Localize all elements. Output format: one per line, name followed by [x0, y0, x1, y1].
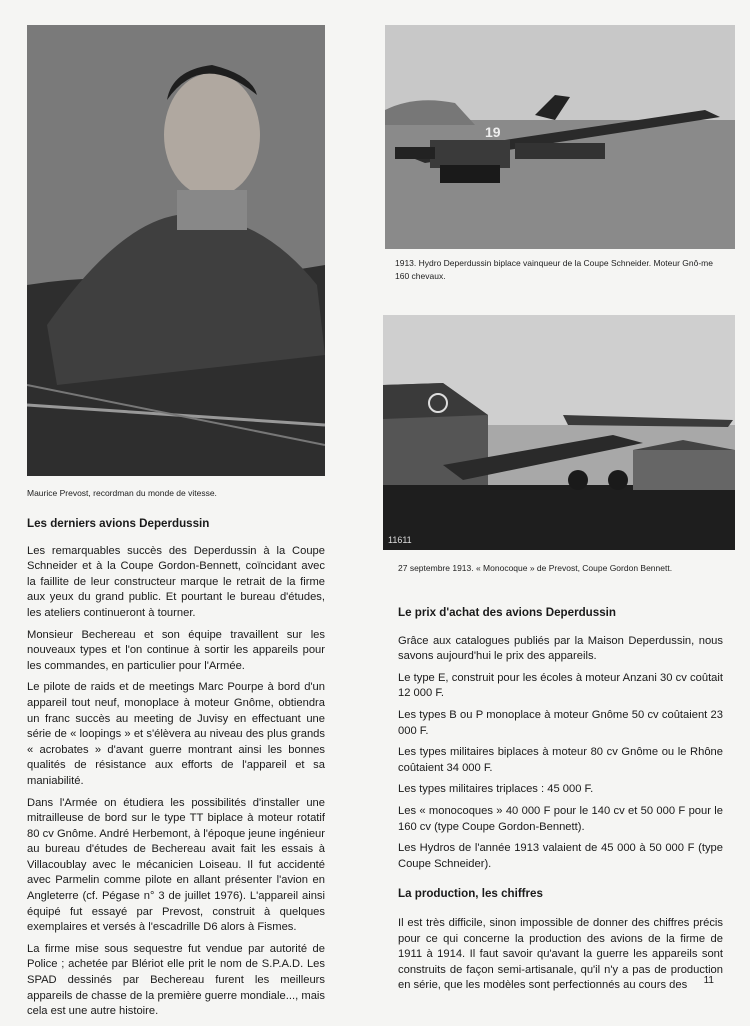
price-paragraph: Les types militaires triplaces : 45 000 F. — [398, 783, 594, 796]
plane-number: 19 — [485, 124, 501, 140]
left-paragraph: Dans l'Armée on étudiera les possibilités d'installer une mitrailleuse de bord sur le type TT biplace à moteur rotatif 80 cv Gnôme. André Herbemont, à l'époque jeune ingénieur au bureau d'études de Bechereau avait fait les essais à Villacoublay avec le mécanicien Loiseau. Il fut accidenté avec Parmelin comme pilote en allant présenter l'avion en Angleterre (cf. Pégase n° 3 de juillet 1976). L'appareil ainsi équipé fut essayé par Prevost, construit à quelques exemplaires et versés à l'escadrille D6 alors à Fismes. — [27, 796, 325, 934]
monocoque-caption: 27 septembre 1913. « Monocoque » de Prevost, Coupe Gordon Bennett. — [398, 563, 673, 573]
price-paragraph: Grâce aux catalogues publiés par la Maison Deperdussin, nous savons aujourd'hui le prix des appareils. — [398, 634, 723, 663]
hydro-photo — [385, 25, 735, 249]
plate-number: 11611 — [388, 535, 412, 545]
left-column — [27, 516, 325, 1026]
price-paragraph: Les types militaires biplaces à moteur 80 cv Gnôme ou le Rhône coûtaient 34 000 F. — [398, 746, 723, 774]
page-number: 11 — [703, 975, 714, 986]
left-paragraph: Le pilote de raids et de meetings Marc Pourpe à bord d'un appareil tout neuf, monoplace à moteur Gnôme, obtiendra un franc succès au meeting de Juvisy en effectuant une série de « loopings » et s'élèvera au niveau des plus grands « acrobates » d'avant guerre montrant ainsi les bonnes qualités de résistance aux efforts de l'appareil et sa maniabilité. — [27, 681, 325, 787]
production-heading: La production, les chiffres — [398, 887, 543, 901]
left-paragraph: Les remarquables succès des Deperdussin à la Coupe Schneider et à la Coupe Gordon-Bennett, coïncidant avec la faillite de leur constructeur marque le retrait de la firme aux yeux du grand public. Et pourtant le bureau d'études, les ateliers continueront à tourner. — [27, 544, 325, 619]
production-paragraph: Il est très difficile, sinon impossible de donner des chiffres précis pour ce qui concerne la production des avions de la firme de 1911 à 1914. Il faut savoir qu'avant la guerre les appareils sont construits de façon semi-artisanale, qu'il n'y a pas de production en série, que les modèles sont perfectionnés au cours des — [398, 916, 723, 992]
right-column — [398, 605, 723, 1000]
portrait-caption: Maurice Prevost, recordman du monde de vitesse. — [27, 488, 217, 498]
left-paragraph: La firme mise sous sequestre fut vendue par autorité de Police ; achetée par Blériot elle prit le nom de S.P.A.D. Les SPAD dessinés par Bechereau furent les meilleurs appareils de chasse de la première guerre mondiale..., mais cela est une autre histoire. — [27, 942, 325, 1018]
price-paragraph: Les Hydros de l'année 1913 valaient de 45 000 à 50 000 F (type Coupe Schneider). — [398, 842, 723, 870]
price-paragraph: Les types B ou P monoplace à moteur Gnôme 50 cv coûtaient 23 000 F. — [398, 708, 723, 737]
hydro-caption: 1913. Hydro Deperdussin biplace vainqueur de la Coupe Schneider. Moteur Gnô-me 160 chevaux. — [395, 258, 713, 281]
portrait-photo — [27, 25, 325, 476]
price-paragraph: Le type E, construit pour les écoles à moteur Anzani 30 cv coûtait 12 000 F. — [398, 671, 723, 700]
price-paragraph: Les « monocoques » 40 000 F pour le 140 cv et 50 000 F pour le 160 cv (type Coupe Gordon-Bennett). — [398, 804, 723, 833]
left-paragraph: Monsieur Bechereau et son équipe travaillent sur les nouveaux types et l'on continue à sortir les appareils pour les commandes, en particulier pour l'Armée. — [27, 628, 325, 672]
prices-heading: Le prix d'achat des avions Deperdussin — [398, 606, 616, 619]
monocoque-photo — [383, 315, 735, 550]
left-heading: Les derniers avions Deperdussin — [27, 517, 210, 530]
